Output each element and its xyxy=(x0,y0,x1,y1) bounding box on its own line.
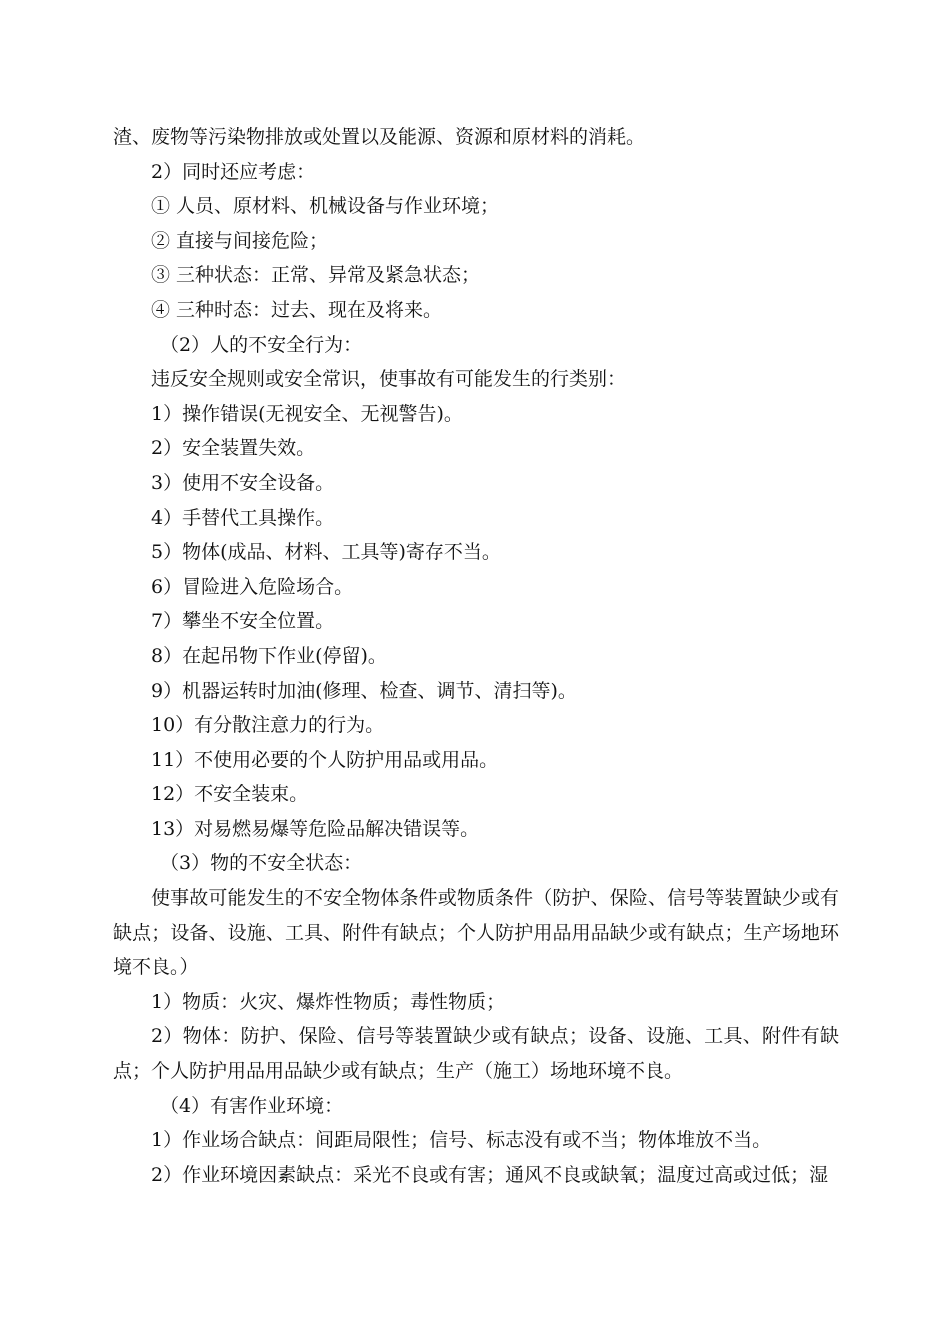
text-line: ① 人员、原材料、机械设备与作业环境； xyxy=(151,195,500,218)
list-item: 7）攀坐不安全位置。 xyxy=(151,610,335,633)
list-item: 13）对易燃易爆等危险品解决错误等。 xyxy=(151,817,480,840)
text-line: ③ 三种状态：正常、异常及紧急状态； xyxy=(151,264,481,287)
section-heading: （4）有害作业环境： xyxy=(160,1094,344,1117)
section-heading: （2）人的不安全行为： xyxy=(160,333,363,356)
list-item: 2）安全装置失效。 xyxy=(151,437,316,460)
section-heading: （3）物的不安全状态： xyxy=(160,852,363,875)
list-item: 1）操作错误(无视安全、无视警告)。 xyxy=(151,402,463,425)
paragraph: 使事故可能发生的不安全物体条件或物质条件（防护、保险、信号等装置缺少或有缺点；设备、设施、工具、附件有缺点；个人防护用品用品缺少或有缺点；生产场地环境不良。） xyxy=(113,887,839,979)
list-item: 12）不安全装束。 xyxy=(151,783,309,806)
list-item: 2）作业环境因素缺点：采光不良或有害；通风不良或缺氧；温度过高或过低；湿 xyxy=(151,1163,829,1186)
list-item: 6）冒险进入危险场合。 xyxy=(151,575,354,598)
list-item: 1）作业场合缺点：间距局限性；信号、标志没有或不当；物体堆放不当。 xyxy=(151,1129,772,1152)
text-line: 渣、废物等污染物排放或处置以及能源、资源和原材料的消耗。 xyxy=(113,126,646,148)
document-body xyxy=(113,120,839,1192)
list-item: 3）使用不安全设备。 xyxy=(151,471,335,494)
list-item: 5）物体(成品、材料、工具等)寄存不当。 xyxy=(151,541,501,564)
text-line: ④ 三种时态：过去、现在及将来。 xyxy=(151,298,443,321)
list-item: 11）不使用必要的个人防护用品或用品。 xyxy=(151,748,499,771)
list-item: 9）机器运转时加油(修理、检查、调节、清扫等)。 xyxy=(151,679,577,702)
list-item: 1）物质：火灾、爆炸性物质；毒性物质； xyxy=(151,990,506,1013)
list-item: 10）有分散注意力的行为。 xyxy=(151,714,385,737)
text-line: 违反安全规则或安全常识，使事故有可能发生的行类别： xyxy=(151,368,627,391)
list-item: 4）手替代工具操作。 xyxy=(151,506,335,529)
list-item: 2）物体：防护、保险、信号等装置缺少或有缺点；设备、设施、工具、附件有缺点；个人防护用品用品缺少或有缺点；生产（施工）场地环境不良。 xyxy=(113,1025,839,1083)
list-item: 8）在起吊物下作业(停留)。 xyxy=(151,644,387,667)
text-line: ② 直接与间接危险； xyxy=(151,229,329,252)
text-line: 2）同时还应考虑： xyxy=(151,160,316,183)
